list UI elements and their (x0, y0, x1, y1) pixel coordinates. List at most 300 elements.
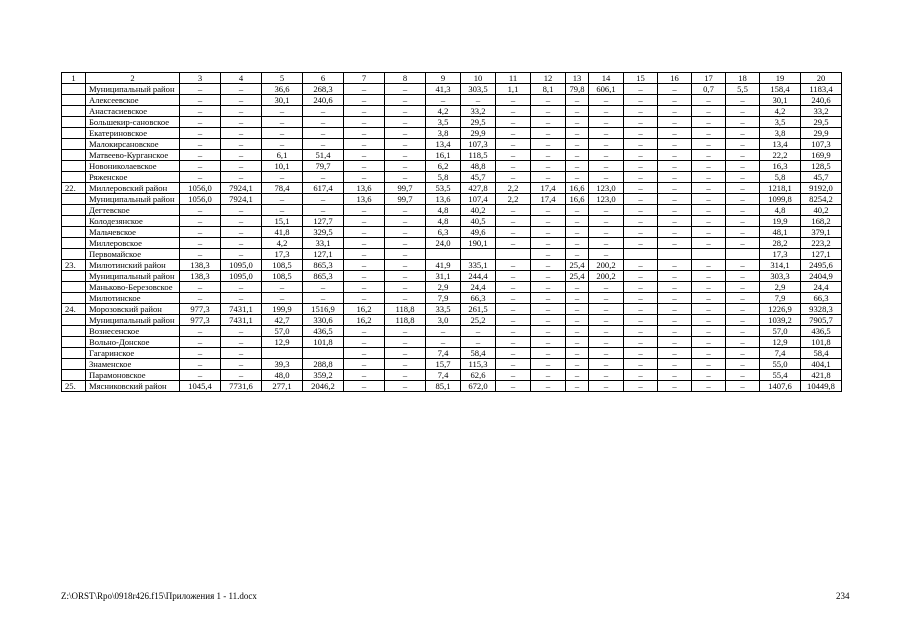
value-cell: – (531, 381, 566, 392)
column-number-cell: 5 (262, 73, 303, 84)
territory-name-cell: Муниципальный район (86, 84, 180, 95)
table-row (62, 271, 842, 282)
value-cell: – (658, 271, 692, 282)
value-cell: 33,5 (426, 304, 461, 315)
table-row (62, 249, 842, 260)
value-cell: – (180, 370, 221, 381)
row-number-cell (62, 139, 86, 150)
value-cell: – (344, 139, 385, 150)
territory-name-cell: Морозовский район (86, 304, 180, 315)
value-cell: – (385, 161, 426, 172)
value-cell: – (531, 95, 566, 106)
value-cell: – (531, 106, 566, 117)
table-row (62, 260, 842, 271)
value-cell: – (566, 95, 589, 106)
value-cell: – (692, 216, 726, 227)
value-cell: – (385, 359, 426, 370)
value-cell: 200,2 (589, 260, 624, 271)
value-cell: 7,4 (760, 348, 801, 359)
value-cell: – (624, 194, 658, 205)
column-number-row (62, 73, 842, 84)
value-cell: – (726, 304, 760, 315)
value-cell: – (589, 282, 624, 293)
value-cell: – (180, 337, 221, 348)
value-cell: 55,4 (760, 370, 801, 381)
value-cell: 7924,1 (221, 194, 262, 205)
row-number-cell (62, 326, 86, 337)
value-cell: 48,8 (461, 161, 496, 172)
territory-name-cell: Миллеровское (86, 238, 180, 249)
value-cell: – (496, 238, 531, 249)
value-cell: – (692, 359, 726, 370)
value-cell: 128,5 (801, 161, 842, 172)
value-cell: – (658, 106, 692, 117)
value-cell: 17,4 (531, 183, 566, 194)
value-cell: – (566, 205, 589, 216)
table-row (62, 172, 842, 183)
value-cell: 123,0 (589, 194, 624, 205)
value-cell: 865,3 (303, 271, 344, 282)
value-cell: 57,0 (262, 326, 303, 337)
value-cell: – (726, 205, 760, 216)
territory-name-cell: Парамоновское (86, 370, 180, 381)
row-number-cell (62, 359, 86, 370)
table-row (62, 117, 842, 128)
value-cell: 24,0 (426, 238, 461, 249)
value-cell: 7431,1 (221, 304, 262, 315)
value-cell: – (692, 271, 726, 282)
table-row (62, 227, 842, 238)
value-cell: 158,4 (760, 84, 801, 95)
value-cell: 672,0 (461, 381, 496, 392)
column-number-cell: 15 (624, 73, 658, 84)
value-cell: – (496, 260, 531, 271)
value-cell: – (496, 348, 531, 359)
value-cell: 1218,1 (760, 183, 801, 194)
value-cell: – (726, 370, 760, 381)
value-cell: – (303, 128, 344, 139)
value-cell: – (624, 139, 658, 150)
territory-name-cell: Вознесенское (86, 326, 180, 337)
value-cell: 42,7 (262, 315, 303, 326)
value-cell: 314,1 (760, 260, 801, 271)
row-number-cell (62, 161, 86, 172)
value-cell: – (589, 304, 624, 315)
value-cell: 6,2 (426, 161, 461, 172)
value-cell: – (221, 84, 262, 95)
value-cell: 335,1 (461, 260, 496, 271)
value-cell: – (624, 205, 658, 216)
territory-name-cell: Мальчевское (86, 227, 180, 238)
value-cell: 15,1 (262, 216, 303, 227)
value-cell: – (385, 128, 426, 139)
value-cell: 28,2 (760, 238, 801, 249)
value-cell: – (589, 161, 624, 172)
value-cell: – (262, 172, 303, 183)
value-cell: 303,5 (461, 84, 496, 95)
value-cell: 57,0 (760, 326, 801, 337)
table-row (62, 106, 842, 117)
value-cell: – (566, 161, 589, 172)
row-number-cell (62, 370, 86, 381)
value-cell: – (566, 337, 589, 348)
value-cell: – (589, 238, 624, 249)
value-cell: 16,3 (760, 161, 801, 172)
row-number-cell: 22. (62, 183, 86, 194)
value-cell: – (344, 128, 385, 139)
value-cell: – (385, 282, 426, 293)
value-cell: – (531, 293, 566, 304)
table-row (62, 183, 842, 194)
value-cell: – (566, 139, 589, 150)
value-cell: – (531, 205, 566, 216)
value-cell: – (461, 326, 496, 337)
value-cell: – (624, 293, 658, 304)
value-cell: – (221, 205, 262, 216)
value-cell: – (589, 216, 624, 227)
value-cell: 2,2 (496, 183, 531, 194)
value-cell: 12,9 (262, 337, 303, 348)
value-cell: – (658, 260, 692, 271)
territory-name-cell: Муниципальный район (86, 315, 180, 326)
value-cell: 5,8 (426, 172, 461, 183)
value-cell: – (496, 359, 531, 370)
value-cell: – (726, 227, 760, 238)
value-cell: – (589, 128, 624, 139)
value-cell: – (461, 95, 496, 106)
value-cell: – (589, 359, 624, 370)
value-cell: – (180, 84, 221, 95)
value-cell: 3,5 (426, 117, 461, 128)
value-cell: – (589, 249, 624, 260)
value-cell: 13,4 (760, 139, 801, 150)
value-cell: 4,2 (262, 238, 303, 249)
value-cell: 101,8 (801, 337, 842, 348)
value-cell: – (531, 271, 566, 282)
value-cell: – (624, 128, 658, 139)
value-cell: 1,1 (496, 84, 531, 95)
value-cell: – (344, 84, 385, 95)
value-cell: – (344, 238, 385, 249)
value-cell: – (624, 84, 658, 95)
value-cell: – (496, 304, 531, 315)
value-cell: – (624, 359, 658, 370)
value-cell: – (344, 205, 385, 216)
value-cell: – (496, 216, 531, 227)
value-cell: – (692, 381, 726, 392)
value-cell: – (531, 128, 566, 139)
value-cell: – (531, 249, 566, 260)
value-cell: 2046,2 (303, 381, 344, 392)
value-cell: 268,3 (303, 84, 344, 95)
value-cell: – (658, 293, 692, 304)
value-cell: 29,5 (461, 117, 496, 128)
value-cell: – (692, 326, 726, 337)
value-cell: – (589, 106, 624, 117)
value-cell: – (658, 194, 692, 205)
value-cell: – (692, 304, 726, 315)
value-cell: 427,8 (461, 183, 496, 194)
value-cell: – (624, 370, 658, 381)
row-number-cell (62, 315, 86, 326)
value-cell: – (303, 205, 344, 216)
value-cell: – (566, 315, 589, 326)
value-cell: – (496, 271, 531, 282)
value-cell: – (726, 106, 760, 117)
value-cell: – (589, 370, 624, 381)
value-cell: 1095,0 (221, 271, 262, 282)
value-cell: 138,3 (180, 271, 221, 282)
value-cell: 118,8 (385, 304, 426, 315)
value-cell: – (726, 172, 760, 183)
value-cell: – (658, 304, 692, 315)
territory-name-cell: Милютинское (86, 293, 180, 304)
value-cell: 2495,6 (801, 260, 842, 271)
value-cell: – (624, 227, 658, 238)
value-cell: 977,3 (180, 315, 221, 326)
value-cell: – (566, 249, 589, 260)
table-row (62, 216, 842, 227)
value-cell: – (624, 304, 658, 315)
value-cell: – (180, 117, 221, 128)
value-cell: – (496, 381, 531, 392)
row-number-cell (62, 194, 86, 205)
row-number-cell (62, 238, 86, 249)
value-cell: – (180, 106, 221, 117)
value-cell: 8,1 (531, 84, 566, 95)
value-cell: – (692, 370, 726, 381)
value-cell: – (624, 381, 658, 392)
value-cell: – (566, 227, 589, 238)
value-cell: 223,2 (801, 238, 842, 249)
value-cell: 436,5 (801, 326, 842, 337)
table-row (62, 370, 842, 381)
table-row (62, 238, 842, 249)
territory-name-cell: Анастасиевское (86, 106, 180, 117)
row-number-cell (62, 271, 86, 282)
value-cell: – (589, 205, 624, 216)
value-cell: – (692, 172, 726, 183)
value-cell: – (221, 326, 262, 337)
value-cell: – (303, 106, 344, 117)
value-cell: – (531, 337, 566, 348)
value-cell: 123,0 (589, 183, 624, 194)
column-number-cell: 18 (726, 73, 760, 84)
territory-name-cell: Алексеевское (86, 95, 180, 106)
table-row (62, 194, 842, 205)
value-cell: 3,5 (760, 117, 801, 128)
value-cell: 19,9 (760, 216, 801, 227)
footer-file-path: Z:\ORST\Rpo\0918r426.f15\Приложения 1 - 11.docx (61, 591, 257, 601)
value-cell: 4,2 (760, 106, 801, 117)
value-cell: 16,2 (344, 304, 385, 315)
value-cell: – (726, 183, 760, 194)
value-cell: 66,3 (801, 293, 842, 304)
value-cell: 1407,6 (760, 381, 801, 392)
value-cell: 9192,0 (801, 183, 842, 194)
value-cell: 58,4 (801, 348, 842, 359)
row-number-cell (62, 84, 86, 95)
value-cell: 17,4 (531, 194, 566, 205)
value-cell: 1045,4 (180, 381, 221, 392)
value-cell: – (496, 293, 531, 304)
table-row (62, 161, 842, 172)
value-cell: – (589, 337, 624, 348)
value-cell: – (385, 172, 426, 183)
value-cell: 79,7 (303, 161, 344, 172)
value-cell: 99,7 (385, 194, 426, 205)
value-cell: – (385, 249, 426, 260)
value-cell: – (566, 348, 589, 359)
value-cell: 199,9 (262, 304, 303, 315)
territory-name-cell: Муниципальный район (86, 194, 180, 205)
value-cell: – (692, 315, 726, 326)
value-cell: 25,4 (566, 271, 589, 282)
value-cell: 107,3 (461, 139, 496, 150)
value-cell: 244,4 (461, 271, 496, 282)
value-cell: 7,9 (426, 293, 461, 304)
value-cell: 8254,2 (801, 194, 842, 205)
value-cell: 10,1 (262, 161, 303, 172)
value-cell: 48,1 (760, 227, 801, 238)
value-cell: – (180, 95, 221, 106)
value-cell: – (221, 150, 262, 161)
value-cell: 107,4 (461, 194, 496, 205)
value-cell: 329,5 (303, 227, 344, 238)
value-cell: 7,4 (426, 348, 461, 359)
value-cell: – (496, 282, 531, 293)
value-cell: – (566, 304, 589, 315)
value-cell: 45,7 (461, 172, 496, 183)
value-cell: 240,6 (801, 95, 842, 106)
value-cell: – (221, 106, 262, 117)
table-row (62, 315, 842, 326)
value-cell: – (385, 381, 426, 392)
value-cell: – (344, 370, 385, 381)
value-cell: 127,1 (801, 249, 842, 260)
value-cell: – (589, 381, 624, 392)
column-number-cell: 12 (531, 73, 566, 84)
table-row (62, 128, 842, 139)
value-cell: – (385, 293, 426, 304)
value-cell: 15,7 (426, 359, 461, 370)
value-cell: – (180, 249, 221, 260)
value-cell: – (624, 172, 658, 183)
table-row (62, 348, 842, 359)
value-cell: – (180, 128, 221, 139)
value-cell: 7431,1 (221, 315, 262, 326)
value-cell: – (461, 337, 496, 348)
value-cell: 22,2 (760, 150, 801, 161)
row-number-cell (62, 95, 86, 106)
table-row (62, 326, 842, 337)
value-cell: – (303, 293, 344, 304)
value-cell: – (496, 205, 531, 216)
value-cell: – (566, 128, 589, 139)
value-cell: – (692, 183, 726, 194)
value-cell: 4,2 (426, 106, 461, 117)
value-cell: – (624, 150, 658, 161)
value-cell: – (303, 282, 344, 293)
value-cell: – (531, 260, 566, 271)
table-row (62, 84, 842, 95)
territory-name-cell: Первомайское (86, 249, 180, 260)
value-cell: 5,8 (760, 172, 801, 183)
value-cell: 261,5 (461, 304, 496, 315)
column-number-cell: 4 (221, 73, 262, 84)
value-cell: – (566, 150, 589, 161)
value-cell: – (566, 106, 589, 117)
value-cell: 99,7 (385, 183, 426, 194)
value-cell: 277,1 (262, 381, 303, 392)
value-cell: 118,5 (461, 150, 496, 161)
value-cell: 36,6 (262, 84, 303, 95)
value-cell: – (496, 172, 531, 183)
value-cell: – (624, 282, 658, 293)
value-cell: 3,8 (426, 128, 461, 139)
value-cell: – (221, 282, 262, 293)
table-row (62, 359, 842, 370)
value-cell: – (221, 161, 262, 172)
value-cell: 101,8 (303, 337, 344, 348)
value-cell: 7,4 (426, 370, 461, 381)
table-row (62, 304, 842, 315)
row-number-cell (62, 150, 86, 161)
value-cell: 7,9 (760, 293, 801, 304)
value-cell: – (658, 139, 692, 150)
value-cell: – (658, 227, 692, 238)
value-cell: 33,2 (461, 106, 496, 117)
value-cell: – (566, 359, 589, 370)
column-number-cell: 9 (426, 73, 461, 84)
value-cell: – (589, 150, 624, 161)
value-cell: – (262, 205, 303, 216)
value-cell: – (692, 238, 726, 249)
territory-name-cell: Колодезянское (86, 216, 180, 227)
value-cell: – (624, 238, 658, 249)
value-cell: – (385, 227, 426, 238)
value-cell: 190,1 (461, 238, 496, 249)
value-cell: – (496, 150, 531, 161)
value-cell: 13,4 (426, 139, 461, 150)
value-cell: – (426, 337, 461, 348)
value-cell: 29,9 (801, 128, 842, 139)
value-cell: – (221, 95, 262, 106)
value-cell: – (385, 348, 426, 359)
value-cell: 404,1 (801, 359, 842, 370)
value-cell: 436,5 (303, 326, 344, 337)
value-cell: 606,1 (589, 84, 624, 95)
value-cell: – (658, 216, 692, 227)
table-row (62, 282, 842, 293)
value-cell: – (589, 293, 624, 304)
value-cell: 33,1 (303, 238, 344, 249)
value-cell: – (658, 205, 692, 216)
value-cell: 118,8 (385, 315, 426, 326)
value-cell: – (496, 139, 531, 150)
territory-name-cell: Малокирсановское (86, 139, 180, 150)
value-cell: – (531, 150, 566, 161)
value-cell: 41,3 (426, 84, 461, 95)
value-cell: – (589, 95, 624, 106)
value-cell: – (624, 315, 658, 326)
value-cell: – (344, 348, 385, 359)
value-cell: – (726, 315, 760, 326)
value-cell: – (726, 326, 760, 337)
value-cell: – (496, 128, 531, 139)
column-number-cell: 16 (658, 73, 692, 84)
territory-name-cell: Новониколаевское (86, 161, 180, 172)
